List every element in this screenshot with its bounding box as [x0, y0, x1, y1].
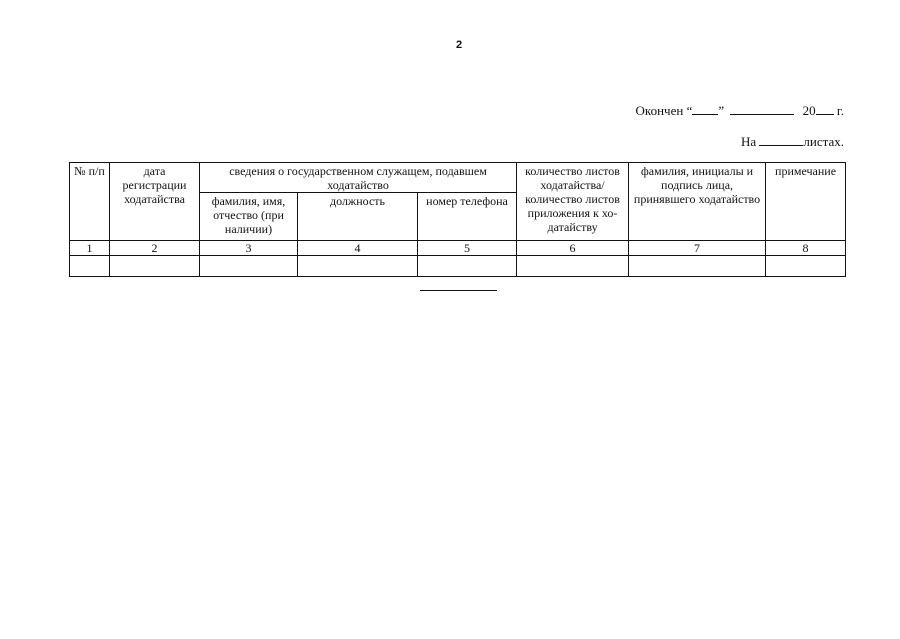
footnote-separator [420, 290, 497, 291]
ended-year-suffix: г. [836, 103, 844, 118]
column-number: 8 [766, 241, 846, 256]
petition-register-table [69, 162, 846, 277]
table-cell [418, 256, 517, 277]
header-full-name: фамилия, имя, отчество (при наличии) [200, 193, 298, 241]
ended-label: Окончен [635, 103, 684, 118]
column-number: 7 [629, 241, 766, 256]
column-number: 2 [110, 241, 200, 256]
ended-year-prefix: 20 [802, 103, 816, 118]
header-registration-date: дата регистрации ходатайства [110, 163, 200, 241]
sheets-count-line [741, 134, 844, 150]
table-cell [70, 256, 110, 277]
completion-date-line [636, 103, 844, 119]
header-note: примечание [766, 163, 846, 241]
header-number: № п/п [70, 163, 110, 241]
header-servant-info: сведения о государственном служащем, подавшем ходатайство [200, 163, 517, 193]
column-number: 1 [70, 241, 110, 256]
header-position: должность [298, 193, 418, 241]
header-row-1 [70, 163, 846, 193]
table-cell [766, 256, 846, 277]
table-cell [110, 256, 200, 277]
day-blank [692, 103, 718, 115]
column-number: 3 [200, 241, 298, 256]
sheets-suffix: листах. [803, 134, 844, 149]
ended-quote-close: ” [718, 103, 725, 118]
table-cell [298, 256, 418, 277]
table-cell [629, 256, 766, 277]
sheets-blank [759, 134, 803, 146]
sheets-prefix: На [741, 134, 757, 149]
table-cell [200, 256, 298, 277]
header-sheet-count: количество листов ходатайства/ количество листов приложения к хо-датайству [517, 163, 629, 241]
year-blank [816, 103, 834, 115]
column-number: 5 [418, 241, 517, 256]
table-row [70, 256, 846, 277]
header-phone: номер телефона [418, 193, 517, 241]
ended-quote-open: “ [686, 103, 693, 118]
column-number: 6 [517, 241, 629, 256]
column-number-row [70, 241, 846, 256]
header-receiver: фамилия, инициалы и подпись лица, принявшего ходатайство [629, 163, 766, 241]
column-number: 4 [298, 241, 418, 256]
page-number: 2 [455, 39, 463, 51]
table-cell [517, 256, 629, 277]
month-blank [730, 103, 794, 115]
